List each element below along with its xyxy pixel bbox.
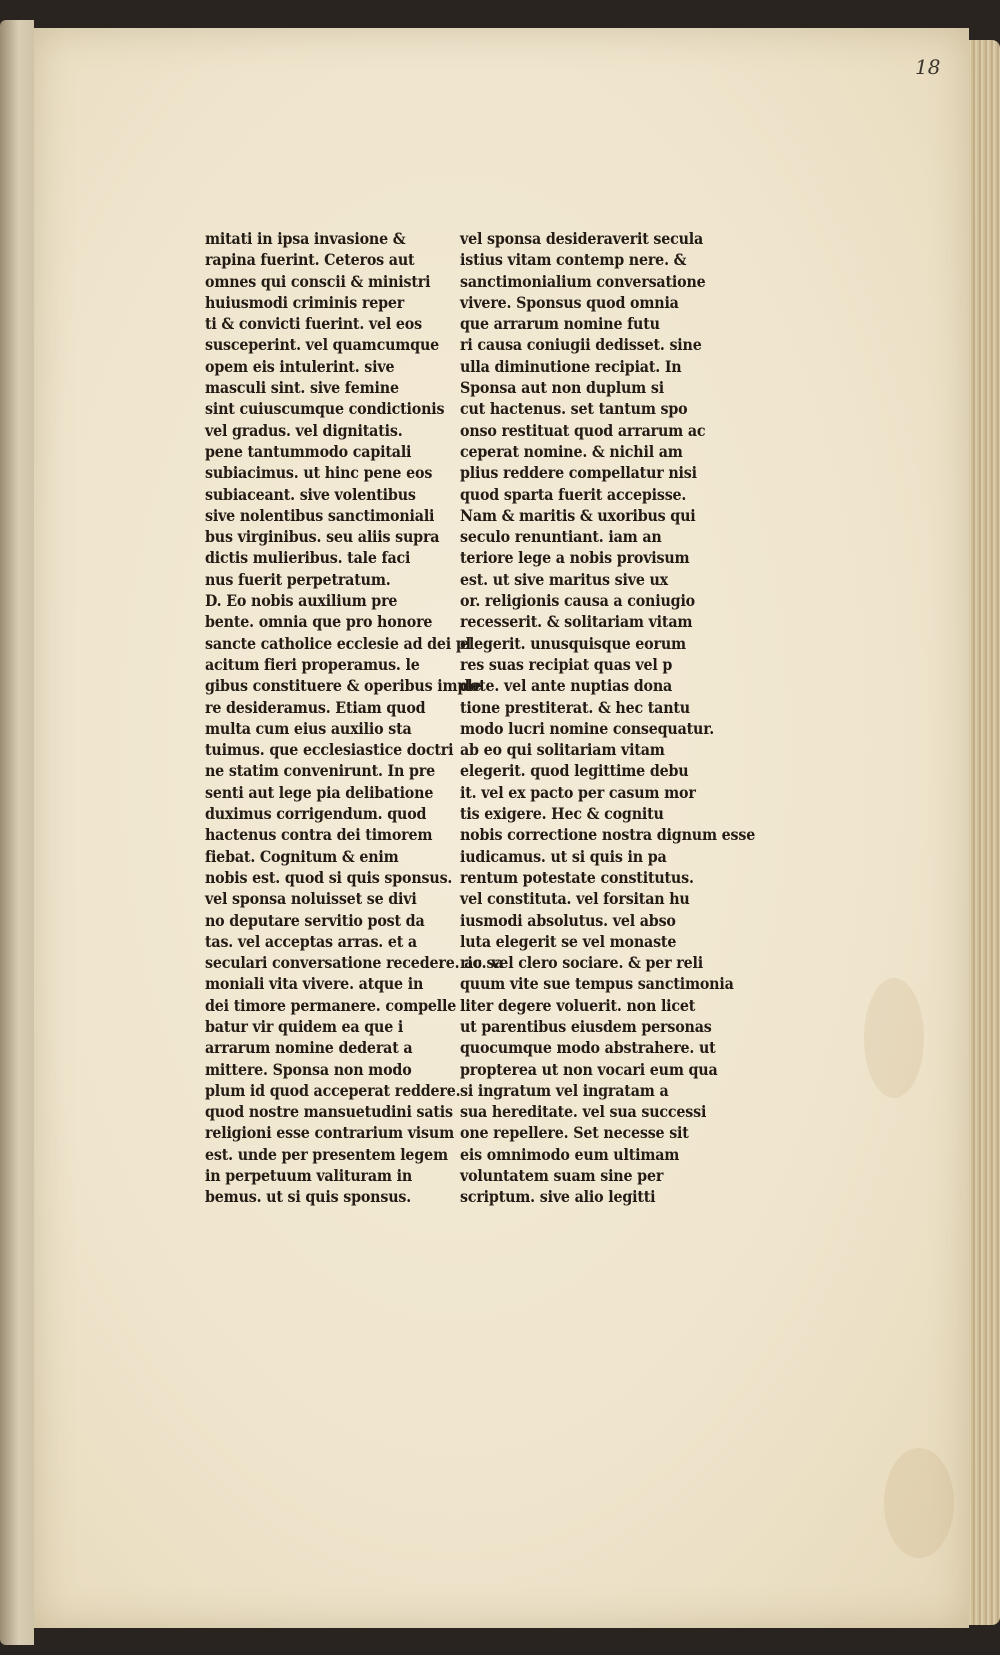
text-line: seculari conversatione recedere. ac sa [205, 953, 504, 973]
text-line: vel gradus. vel dignitatis. [205, 420, 403, 440]
text-line: scriptum. sive alio legitti [460, 1187, 656, 1207]
text-line: teriore lege a nobis provisum [460, 548, 690, 568]
text-line: fiebat. Cognitum & enim [205, 846, 399, 866]
text-line: mittere. Sponsa non modo [205, 1059, 412, 1079]
text-line: religioni esse contrarium visum [205, 1123, 454, 1143]
water-stain [884, 1448, 954, 1558]
text-line: huiusmodi criminis reper [205, 292, 405, 312]
text-line: quum vite sue tempus sanctimonia [460, 974, 734, 994]
text-line: dote. vel ante nuptias dona [460, 676, 673, 696]
text-line: acitum fieri properamus. le [205, 654, 420, 674]
text-line: dei timore permanere. compelle [205, 995, 457, 1015]
text-line: sint cuiuscumque condictionis [205, 399, 445, 419]
text-line: rio. vel clero sociare. & per reli [460, 953, 703, 973]
text-line: iudicamus. ut si quis in pa [460, 846, 667, 866]
text-column-left [205, 228, 504, 1208]
text-line: re desideramus. Etiam quod [205, 697, 426, 717]
text-line: subiacimus. ut hinc pene eos [205, 463, 433, 483]
text-line: propterea ut non vocari eum qua [460, 1059, 718, 1079]
text-line: nobis est. quod si quis sponsus. [205, 867, 453, 887]
text-line: duximus corrigendum. quod [205, 804, 427, 824]
text-line: it. vel ex pacto per casum mor [460, 782, 696, 802]
text-line: susceperint. vel quamcumque [205, 335, 440, 355]
text-line: pene tantummodo capitali [205, 441, 412, 461]
text-line: or. religionis causa a coniugio [460, 591, 696, 611]
text-line: omnes qui conscii & ministri [205, 271, 431, 291]
text-line: plius reddere compellatur nisi [460, 463, 697, 483]
text-line: batur vir quidem ea que i [205, 1016, 404, 1036]
text-line: bemus. ut si quis sponsus. [205, 1187, 412, 1207]
text-line: arrarum nomine dederat a [205, 1038, 413, 1058]
facing-page-edge [0, 20, 34, 1645]
text-line: sancte catholice ecclesie ad dei pl [205, 633, 471, 653]
text-line: no deputare servitio post da [205, 910, 425, 930]
text-line: opem eis intulerint. sive [205, 356, 395, 376]
text-line: subiaceant. sive volentibus [205, 484, 416, 504]
text-line: tas. vel acceptas arras. et a [205, 931, 417, 951]
text-line: nobis correctione nostra dignum esse [460, 825, 756, 845]
text-line: quocumque modo abstrahere. ut [460, 1038, 716, 1058]
text-line: hactenus contra dei timorem [205, 825, 433, 845]
text-line: est. ut sive maritus sive ux [460, 569, 669, 589]
text-line: que arrarum nomine futu [460, 314, 660, 334]
text-line: cut hactenus. set tantum spo [460, 399, 688, 419]
text-line: bus virginibus. seu aliis supra [205, 527, 440, 547]
water-stain [864, 978, 924, 1098]
text-line: vel sponsa desideraverit secula [460, 229, 704, 248]
text-line: gibus constituere & operibus imple [205, 676, 482, 696]
text-line: sive nolentibus sanctimoniali [205, 505, 435, 525]
text-line: liter degere voluerit. non licet [460, 995, 696, 1015]
text-line: voluntatem suam sine per [460, 1166, 664, 1186]
text-line: onso restituat quod arrarum ac [460, 420, 706, 440]
text-line: Nam & maritis & uxoribus qui [460, 505, 696, 525]
text-line: istius vitam contemp nere. & [460, 250, 687, 270]
text-line: vel constituta. vel forsitan hu [460, 889, 690, 909]
text-line: dictis mulieribus. tale faci [205, 548, 411, 568]
text-line: quod sparta fuerit accepisse. [460, 484, 687, 504]
text-line: moniali vita vivere. atque in [205, 974, 424, 994]
text-line: elegerit. unusquisque eorum [460, 633, 686, 653]
text-line: recesserit. & solitariam vitam [460, 612, 693, 632]
text-line: tis exigere. Hec & cognitu [460, 804, 664, 824]
text-line: seculo renuntiant. iam an [460, 527, 662, 547]
text-line: vivere. Sponsus quod omnia [460, 292, 679, 312]
text-line: ne statim convenirunt. In pre [205, 761, 436, 781]
text-line: ceperat nomine. & nichil am [460, 441, 683, 461]
text-line: vel sponsa noluisset se divi [205, 889, 417, 909]
text-line: multa cum eius auxilio sta [205, 718, 412, 738]
text-line: tione prestiterat. & hec tantu [460, 697, 690, 717]
text-line: nus fuerit perpetratum. [205, 569, 391, 589]
text-line: ut parentibus eiusdem personas [460, 1016, 712, 1036]
text-line: luta elegerit se vel monaste [460, 931, 677, 951]
text-line: sua hereditate. vel sua successi [460, 1102, 707, 1122]
text-line: ti & convicti fuerint. vel eos [205, 314, 422, 334]
text-line: ri causa coniugii dedisset. sine [460, 335, 702, 355]
text-line: elegerit. quod legittime debu [460, 761, 689, 781]
text-line: Sponsa aut non duplum si [460, 378, 664, 398]
text-line: rentum potestate constitutus. [460, 867, 694, 887]
text-line: one repellere. Set necesse sit [460, 1123, 689, 1143]
text-line: est. unde per presentem legem [205, 1144, 448, 1164]
text-line: plum id quod acceperat reddere. [205, 1080, 461, 1100]
text-line: tuimus. que ecclesiastice doctri [205, 740, 454, 760]
text-line: masculi sint. sive femine [205, 378, 399, 398]
text-line: si ingratum vel ingratam a [460, 1080, 669, 1100]
folio-number: 18 [915, 55, 941, 79]
text-line: iusmodi absolutus. vel abso [460, 910, 676, 930]
text-line: quod nostre mansuetudini satis [205, 1102, 453, 1122]
text-line: res suas recipiat quas vel p [460, 654, 673, 674]
text-line: eis omnimodo eum ultimam [460, 1144, 680, 1164]
text-line: rapina fuerint. Ceteros aut [205, 250, 415, 270]
text-line: senti aut lege pia delibatione [205, 782, 434, 802]
text-column-right [460, 228, 756, 1208]
text-line: bente. omnia que pro honore [205, 612, 433, 632]
text-line: ab eo qui solitariam vitam [460, 740, 665, 760]
text-line: in perpetuum valituram in [205, 1166, 413, 1186]
text-line: mitati in ipsa invasione & [205, 229, 406, 248]
text-line: modo lucri nomine consequatur. [460, 718, 715, 738]
text-line: D. Eo nobis auxilium pre [205, 591, 398, 611]
text-line: ulla diminutione recipiat. In [460, 356, 682, 376]
text-line: sanctimonialium conversatione [460, 271, 706, 291]
